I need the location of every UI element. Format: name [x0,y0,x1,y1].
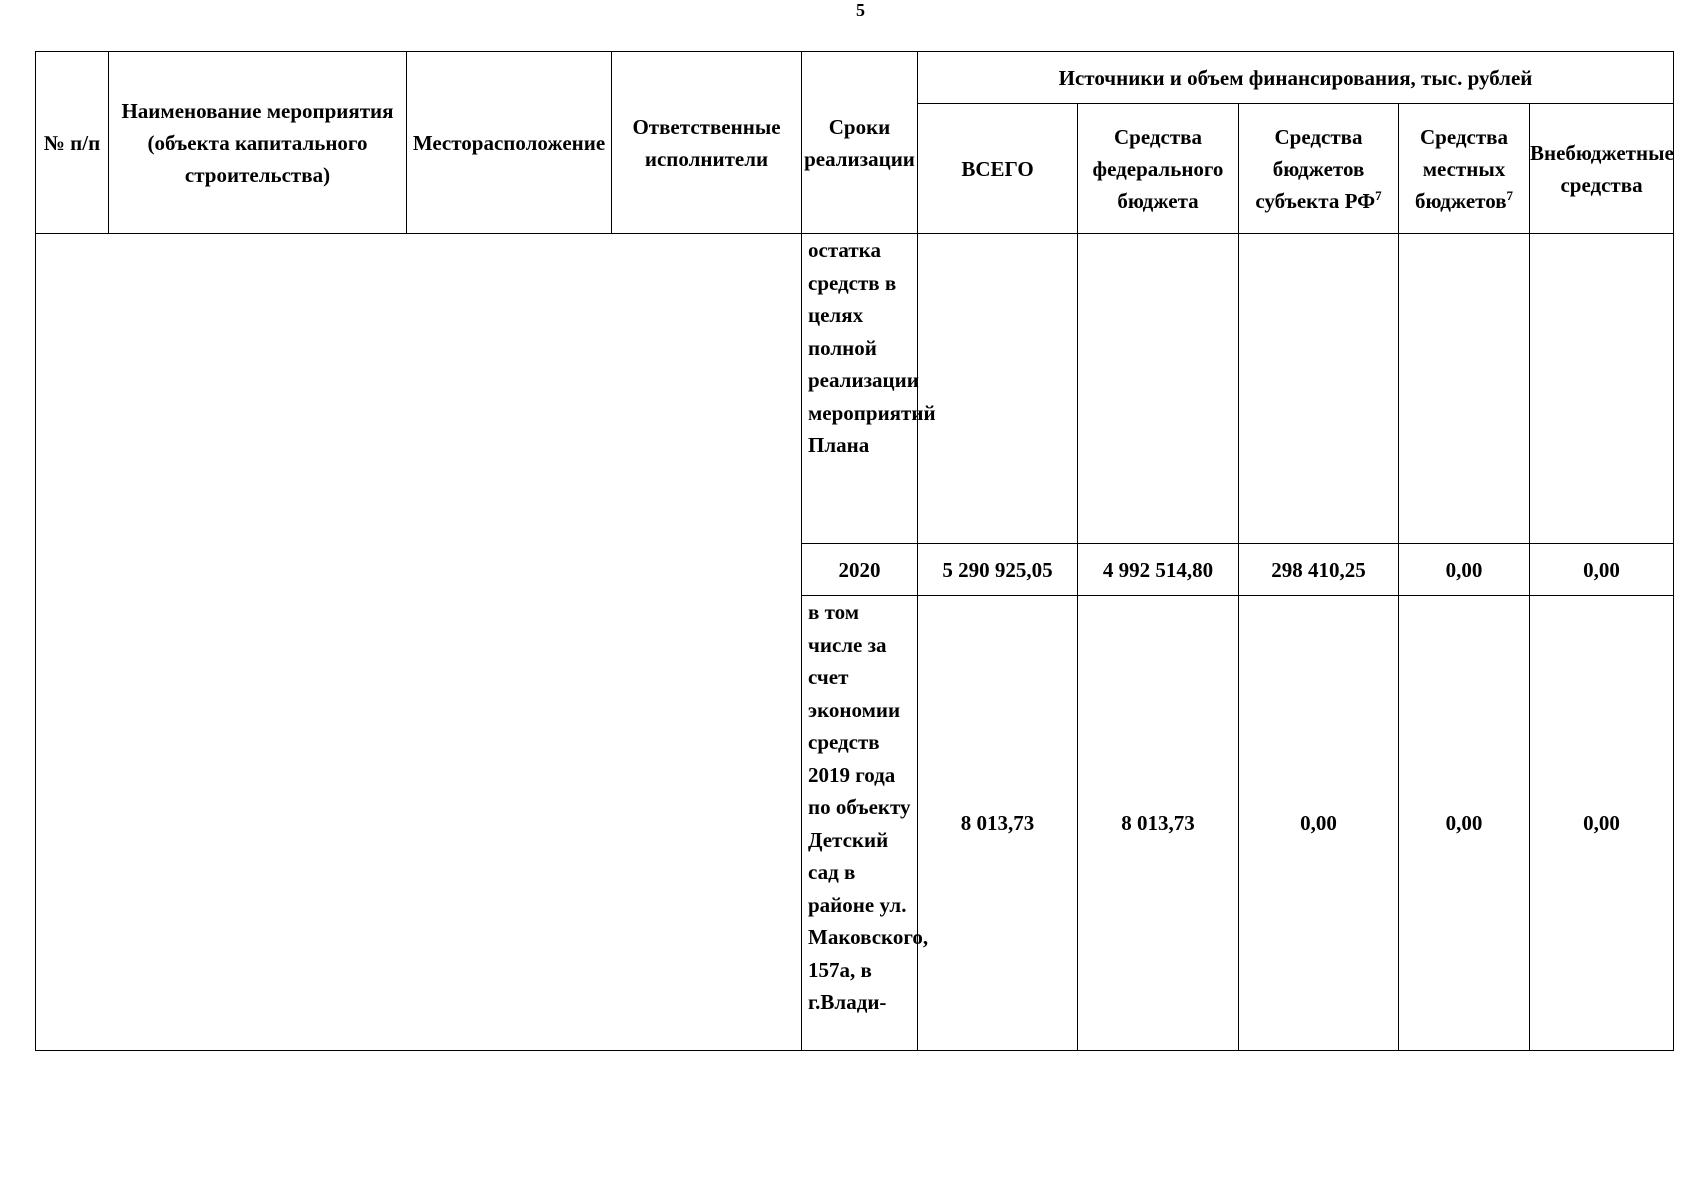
cell-federal [1078,234,1239,544]
cell-total: 8 013,73 [918,596,1078,1051]
header-location: Месторасположение [407,52,612,234]
cell-term: в том числе за счет экономии средств 2019 года по объекту Детский сад в районе ул. Маковского, 157а, в г.Влади- [802,596,918,1051]
cell-regional: 0,00 [1239,596,1399,1051]
cell-total: 5 290 925,05 [918,544,1078,596]
cell-local [1399,234,1530,544]
financing-table [35,51,1674,1051]
page-number-fragment: 5 [856,0,865,20]
header-extrabudgetary: Внебюджетные средства [1530,104,1674,234]
cell-term: остатка средств в целях полной реализации мероприятий Плана [802,234,918,544]
cell-regional: 298 410,25 [1239,544,1399,596]
header-local-budget [1399,104,1530,234]
merged-blank-cell [36,234,802,1051]
cell-extra: 0,00 [1530,544,1674,596]
cell-regional [1239,234,1399,544]
header-local-label: Средства местных бюджетов [1414,124,1508,213]
cell-local: 0,00 [1399,596,1530,1051]
header-total: ВСЕГО [918,104,1078,234]
header-responsible: Ответственные исполнители [612,52,802,234]
header-financing-sources: Источники и объем финансирования, тыс. рублей [918,52,1674,104]
cell-extra: 0,00 [1530,596,1674,1051]
header-federal-budget: Средства федерального бюджета [1078,104,1239,234]
header-number: № п/п [36,52,109,234]
footnote-mark: 7 [1375,187,1382,203]
header-term: Сроки реализации [802,52,918,234]
table-row [36,234,1674,544]
header-regional-budget [1239,104,1399,234]
cell-federal: 4 992 514,80 [1078,544,1239,596]
header-regional-label: Средства бюджетов субъекта РФ [1255,124,1376,213]
footnote-mark: 7 [1506,187,1514,203]
cell-total [918,234,1078,544]
cell-federal: 8 013,73 [1078,596,1239,1051]
cell-extra [1530,234,1674,544]
cell-local: 0,00 [1399,544,1530,596]
header-event-name: Наименование мероприятия (объекта капитального строительства) [109,52,407,234]
cell-term: 2020 [802,544,918,596]
